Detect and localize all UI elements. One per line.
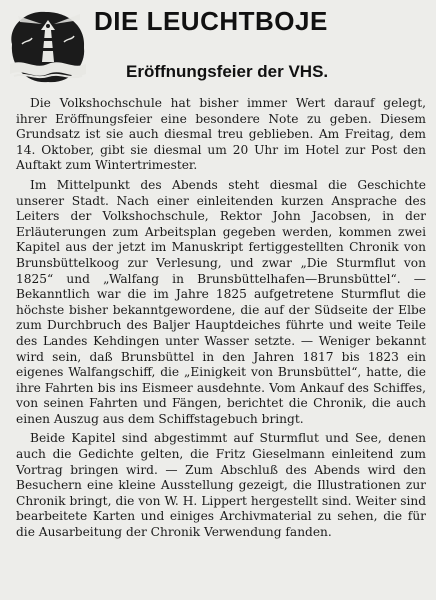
article-paragraph: Beide Kapitel sind abgestimmt auf Sturmflut und See, denen auch die Gedichte gelten, die Fritz Gieselmann einleitend zum Vortrag bringen wird. — Zum Abschluß des Abends wird den Besuchern eine kleine Ausstellung gezeigt, die Illustrationen zur Chronik bringt, die von W. H. Lippert hergestellt sind. Weiter sind bearbeitete Karten und einiges Archivmaterial zu sehen, die für die Ausarbeitung der Chronik Verwendung fanden. bbox=[16, 431, 426, 540]
lighthouse-logo-icon bbox=[4, 4, 90, 88]
column-title: DIE LEUCHTBOJE bbox=[94, 6, 328, 36]
masthead bbox=[0, 0, 436, 96]
article-paragraph: Im Mittelpunkt des Abends steht diesmal die Geschichte unserer Stadt. Nach einer einleitenden kurzen Ansprache des Leiters der Volkshochschule, Rektor John Jacobsen, in der Erläuterungen zum Arbeitsplan gegeben werden, kommen zwei Kapitel aus der jetzt im Manuskript fertiggestellten Chronik von Brunsbüttelkoog zur Verlesung, und zwar „Die Sturmflut von 1825“ und „Walfang in Brunsbüttelhafen—Brunsbüttel“. — Bekanntlich war die im Jahre 1825 aufgetretene Sturmflut die höchste bisher bekanntgewordene, die auf der Südseite der Elbe zum Durchbruch des Baljer Hauptdeiches führte und weite Teile des Landes Kehdingen unter Wasser setzte. — Weniger bekannt wird sein, daß Brunsbüttel in den Jahren 1817 bis 1823 ein eigenes Walfangschiff, die „Einigkeit von Brunsbüttel“, hatte, die ihre Fahrten bis ins Eismeer ausdehnte. Vom Ankauf des Schiffes, von seinen Fahrten und Fängen, berichtet die Chronik, die auch einen Auszug aus dem Schiffstagebuch bringt. bbox=[16, 177, 426, 426]
article-body bbox=[16, 96, 426, 541]
article-paragraph: Die Volkshochschule hat bisher immer Wert darauf gelegt, ihrer Eröffnungsfeier eine besondere Note zu geben. Diesem Grundsatz ist sie auch diesmal treu geblieben. Am Freitag, dem 14. Oktober, gibt sie diesmal um 20 Uhr im Hotel zur Post den Auftakt zum Wintertrimester. bbox=[16, 96, 426, 173]
article-headline: Eröffnungsfeier der VHS. bbox=[126, 62, 329, 81]
